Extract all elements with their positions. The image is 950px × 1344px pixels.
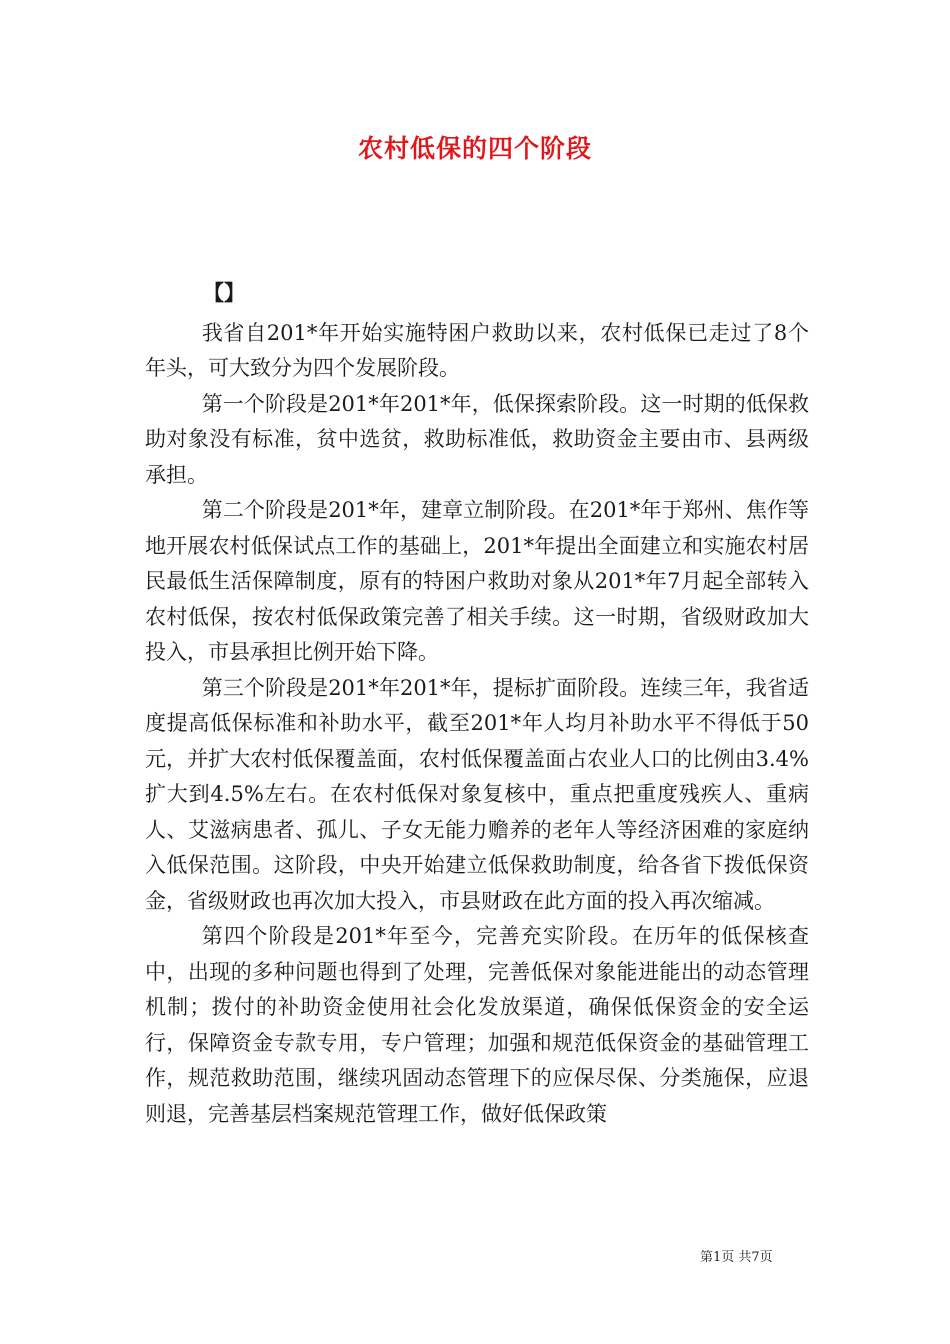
paragraph-stage-1: 第一个阶段是201*年201*年，低保探索阶段。这一时期的低保救助对象没有标准，贫中选贫，救助标准低，救助资金主要由市、县两级承担。	[145, 391, 809, 487]
paragraph-stage-4: 第四个阶段是201*年至今，完善充实阶段。在历年的低保核查中，出现的多种问题也得到了处理，完善低保对象能进能出的动态管理机制；拨付的补助资金使用社会化发放渠道，确保低保资金的安全运行，保障资金专款专用，专户管理；加强和规范低保资金的基础管理工作，规范救助范围，继续巩固动态管理下的应保尽保、分类施保，应退则退，完善基层档案规范管理工作，做好低保政策	[145, 924, 809, 1126]
paragraph-stage-2: 第二个阶段是201*年，建章立制阶段。在201*年于郑州、焦作等地开展农村低保试点工作的基础上，201*年提出全面建立和实施农村居民最低生活保障制度，原有的特困户救助对象从201*年7月起全部转入农村低保，按农村低保政策完善了相关手续。这一时期，省级财政加大投入，市县承担比例开始下降。	[145, 498, 809, 664]
paragraph-stage-3: 第三个阶段是201*年201*年，提标扩面阶段。连续三年，我省适度提高低保标准和补助水平，截至201*年人均月补助水平不得低于50元，并扩大农村低保覆盖面，农村低保覆盖面占农业人口的比例由3.4%扩大到4.5%左右。在农村低保对象复核中，重点把重度残疾人、重病人、艾滋病患者、孤儿、子女无能力赡养的老年人等经济困难的家庭纳入低保范围。这阶段，中央开始建立低保救助制度，给各省下拨低保资金，省级财政也再次加大投入，市县财政在此方面的投入再次缩减。	[145, 675, 809, 913]
bracket-marker: 【】	[203, 280, 245, 305]
document-body	[145, 275, 809, 1132]
document-title: 农村低保的四个阶段	[357, 134, 592, 163]
paragraph-intro: 我省自201*年开始实施特困户救助以来，农村低保已走过了8个年头，可大致分为四个发展阶段。	[145, 320, 809, 380]
page-number: 第1页 共7页	[700, 1250, 773, 1265]
